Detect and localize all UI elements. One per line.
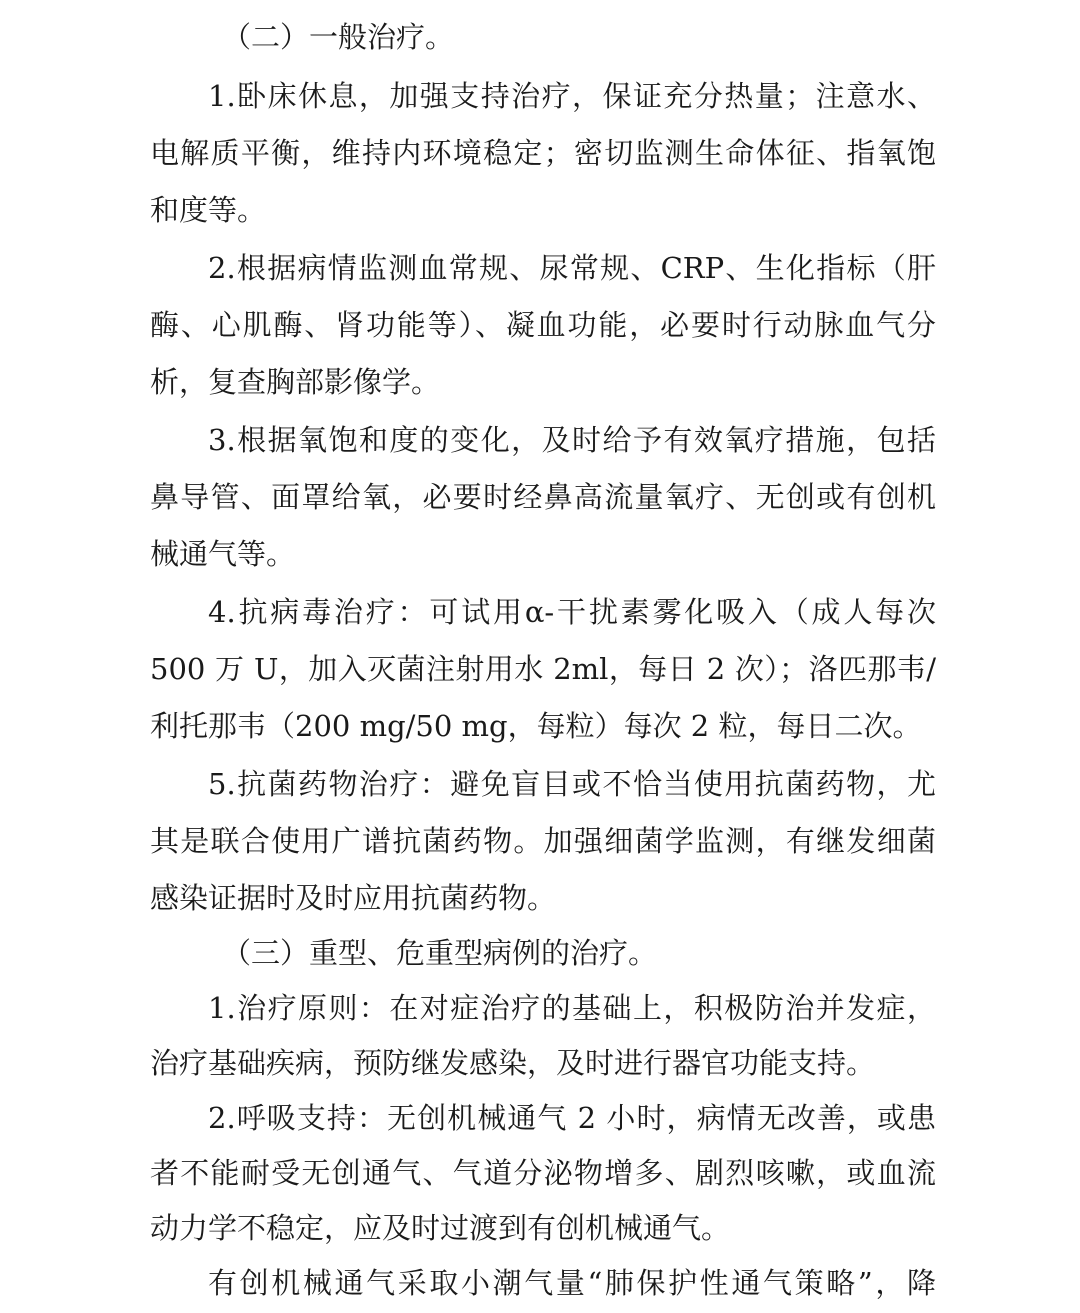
paragraph-line: 治疗基础疾病，预防继发感染，及时进行器官功能支持。 xyxy=(150,1046,876,1080)
paragraph-line: 2.呼吸支持：无创机械通气 2 小时，病情无改善，或患 xyxy=(208,1101,936,1135)
paragraph-line: 1.治疗原则：在对症治疗的基础上，积极防治并发症， xyxy=(208,991,936,1025)
paragraph-line: 析，复查胸部影像学。 xyxy=(150,365,441,399)
paragraph-line: 500 万 U，加入灭菌注射用水 2ml，每日 2 次）；洛匹那韦/ xyxy=(150,652,936,686)
paragraph-line: 其是联合使用广谱抗菌药物。加强细菌学监测，有继发细菌 xyxy=(150,824,936,858)
paragraph-line: 者不能耐受无创通气、气道分泌物增多、剧烈咳嗽，或血流 xyxy=(150,1156,936,1190)
paragraph-line: 5.抗菌药物治疗：避免盲目或不恰当使用抗菌药物，尤 xyxy=(208,767,936,801)
section-heading-severe-cases: （三）重型、危重型病例的治疗。 xyxy=(222,936,658,970)
paragraph-line: 和度等。 xyxy=(150,193,267,227)
paragraph-line: 4.抗病毒治疗：可试用α-干扰素雾化吸入（成人每次 xyxy=(208,595,936,629)
paragraph-line: 电解质平衡，维持内环境稳定；密切监测生命体征、指氧饱 xyxy=(150,136,936,170)
paragraph-line: 1.卧床休息，加强支持治疗，保证充分热量；注意水、 xyxy=(208,79,936,113)
paragraph-line: 利托那韦（200 mg/50 mg，每粒）每次 2 粒，每日二次。 xyxy=(150,709,922,743)
paragraph-line: 鼻导管、面罩给氧，必要时经鼻高流量氧疗、无创或有创机 xyxy=(150,480,936,514)
paragraph-line: 2.根据病情监测血常规、尿常规、CRP、生化指标（肝 xyxy=(208,251,936,285)
paragraph-line: 有创机械通气采取小潮气量“肺保护性通气策略”，降 xyxy=(208,1266,936,1300)
paragraph-line: 感染证据时及时应用抗菌药物。 xyxy=(150,881,557,915)
paragraph-line: 3.根据氧饱和度的变化，及时给予有效氧疗措施，包括 xyxy=(208,423,936,457)
paragraph-line: 酶、心肌酶、肾功能等）、凝血功能，必要时行动脉血气分 xyxy=(150,308,936,342)
section-heading-general-treatment: （二）一般治疗。 xyxy=(222,20,455,54)
paragraph-line: 械通气等。 xyxy=(150,537,296,571)
paragraph-line: 动力学不稳定，应及时过渡到有创机械通气。 xyxy=(150,1211,731,1245)
